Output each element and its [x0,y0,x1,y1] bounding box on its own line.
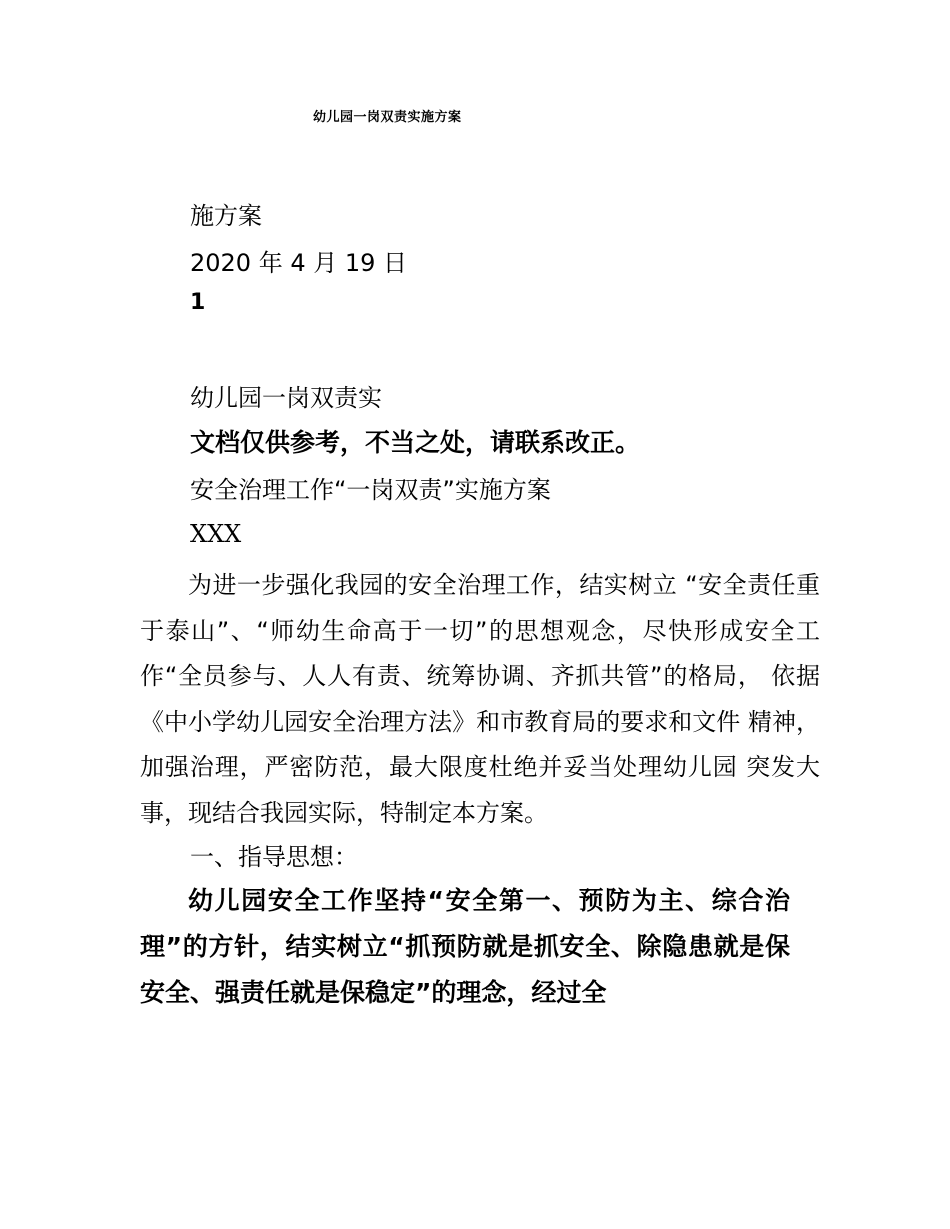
cover-title: 幼儿园一岗双责实 [190,384,382,412]
page-number: 1 [190,290,206,315]
document-subtitle: 安全治理工作“一岗双责”实施方案 [190,476,551,504]
author-name: XXX [190,520,242,548]
reference-notice: 文档仅供参考，不当之处，请联系改正。 [190,428,641,457]
document-header-title: 幼儿园一岗双责实施方案 [313,110,462,125]
section-paragraph: 幼儿园安全工作坚持“安全第一、预防为主、综合治理”的方针，结实树立“抓预防就是抓安全、除隐患就是保安全、强责任就是保稳定”的理念，经过全 [140,886,790,1007]
cover-line-fangan: 施方案 [190,202,262,230]
intro-paragraph: 为进一步强化我园的安全治理工作，结实树立 “安全责任重于泰山”、“师幼生命高于一切”的思想观念，尽快形成安全工作“全员参与、人人有责、统筹协调、齐抓共管”的格局， 依据《中小学幼儿园安全治理方法》和市教育局的要求和文件 精神，加强治理，严密防范，最大限度杜绝并妥当处理幼儿园 突发大事，现结合我园实际，特制定本方案。 [140,571,820,827]
section-heading: 一、指导思想： [190,843,358,871]
cover-date: 2020 年 4 月 19 日 [190,249,408,277]
